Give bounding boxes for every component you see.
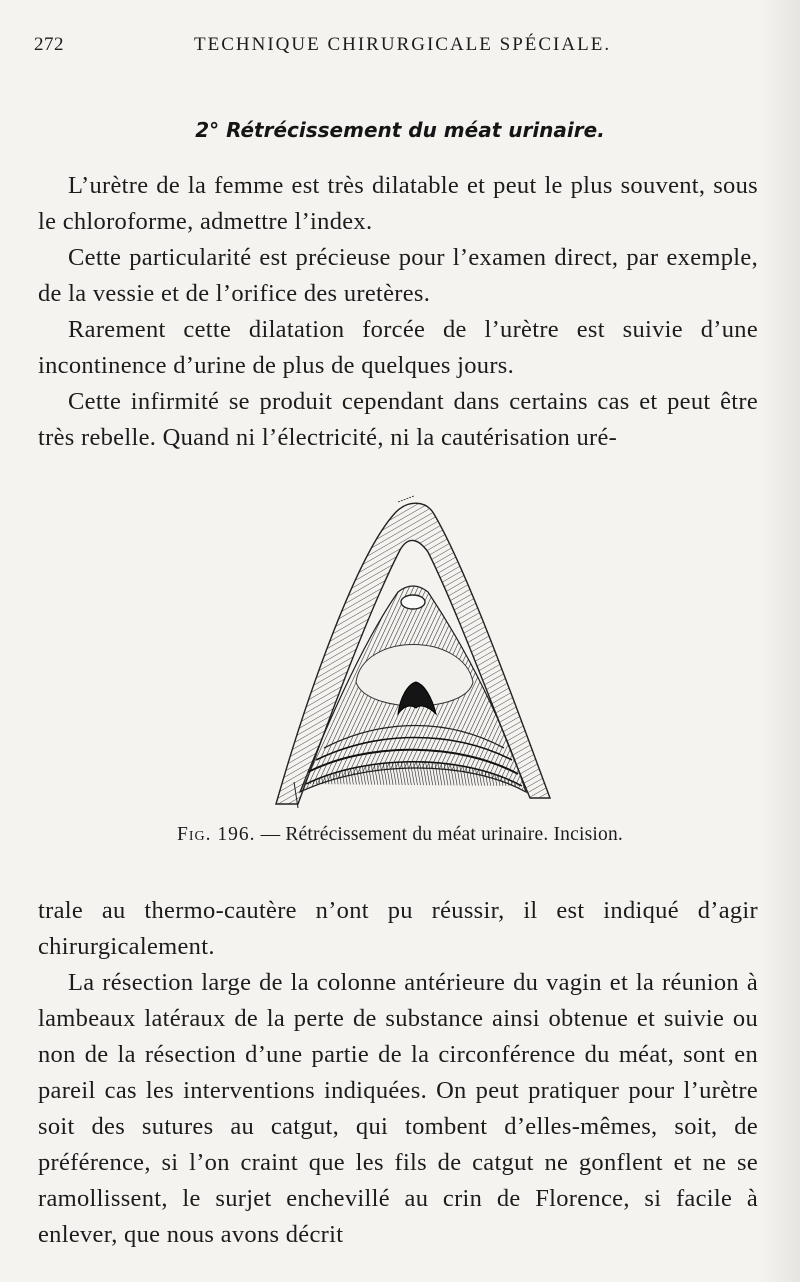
running-title: TECHNIQUE CHIRURGICALE SPÉCIALE. [194,34,612,55]
page-edge-shadow [760,0,800,1282]
paragraph: L’urètre de la femme est très dilatable et peut le plus souvent, sous le chloroforme, admettre l’index. [38,172,758,235]
figure-caption-text: — Rétrécissement du méat urinaire. Incision. [260,824,623,845]
page-number: 272 [34,34,64,55]
figure-illustration [268,492,560,814]
paragraph: Cette infirmité se produit cependant dans certains cas et peut être très rebelle. Quand ni l’électricité, ni la cautérisation uré- [38,388,758,451]
paragraph: trale au thermo-cautère n’ont pu réussir, il est indiqué d’agir chirurgicalement. [38,897,758,960]
body-text-top [38,168,758,456]
page-header [34,34,756,58]
paragraph: Rarement cette dilatation forcée de l’urètre est suivie d’une incontinence d’urine de plus de quelques jours. [38,316,758,379]
section-title: 2° Rétrécissement du méat urinaire. [195,118,605,142]
figure-label: Fig. 196. [177,824,256,845]
engraving-image [268,492,560,814]
figure-caption [0,824,800,846]
body-text-bottom [38,893,758,1253]
paragraph: Cette particularité est précieuse pour l’examen direct, par exemple, de la vessie et de l’orifice des uretères. [38,244,758,307]
paragraph: La résection large de la colonne antérieure du vagin et la réunion à lambeaux latéraux de la perte de substance ainsi obtenue et suivie ou non de la résection d’une partie de la circonférence du méat, sont en pareil cas les interventions indiquées. On peut pratiquer pour l’urètre soit des sutures au catgut, qui tombent d’elles-mêmes, soit, de préférence, si l’on craint que les fils de catgut ne gonflent et ne se ramollissent, le surjet enchevillé au crin de Florence, si facile à enlever, que nous avons décrit [38,969,758,1248]
